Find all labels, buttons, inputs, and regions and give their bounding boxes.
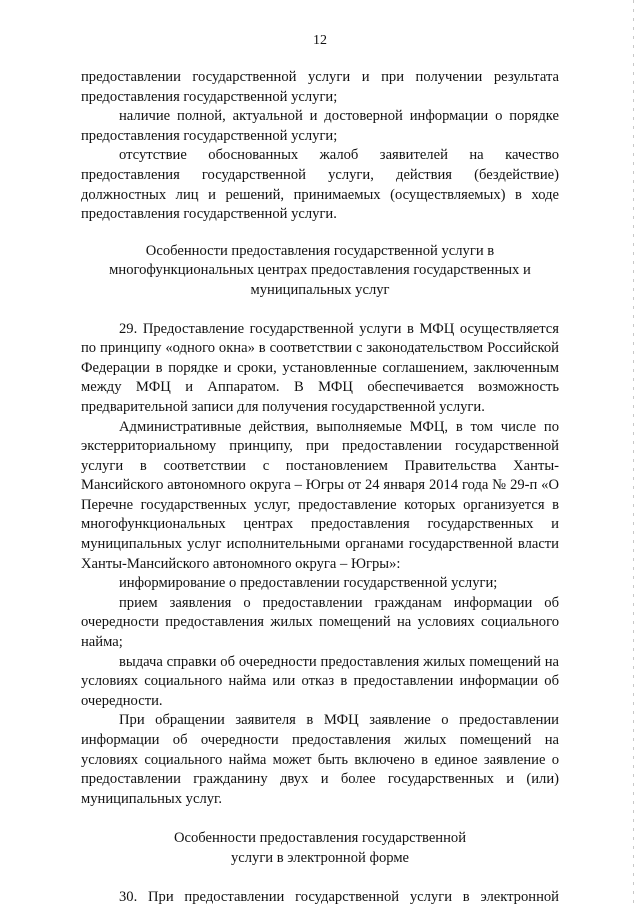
paragraph-continued: предоставлении государственной услуги и при получении результата предоставления государственной услуги; <box>81 69 559 105</box>
paragraph-certificate-issue: выдача справки об очередности предоставления жилых помещений на условиях социального найма или отказ в предоставлении информации об очередности. <box>81 653 559 709</box>
paragraph-unified-application: При обращении заявителя в МФЦ заявление о предоставлении информации об очередности предоставления жилых помещений на условиях социального найма может быть включено в единое заявление о предоставлении гражданину двух и более государственных и (или) муниципальных услуг. <box>81 712 559 807</box>
section-heading-electronic: Особенности предоставления государственной услуги в электронной форме <box>173 830 467 866</box>
scan-edge <box>633 0 634 905</box>
document-body <box>81 68 559 907</box>
paragraph-informing: информирование о предоставлении государственной услуги; <box>119 575 498 592</box>
page-number: 12 <box>313 33 327 48</box>
paragraph-30: 30. При предоставлении государственной услуги в электронной <box>119 888 559 905</box>
paragraph-application-intake: прием заявления о предоставлении гражданам информации об очередности предоставления жилых помещений на условиях социального найма; <box>81 594 559 651</box>
section-heading-mfc: Особенности предоставления государственной услуги в многофункциональных центрах предоставления государственных и муниципальных услуг <box>109 242 531 298</box>
paragraph-29: 29. Предоставление государственной услуги в МФЦ осуществляется по принципу «одного окна» в соответствии с законодательством Российской Федерации в порядке и сроки, установленные соглашением, заключенным между МФЦ и Аппаратом. В МФЦ обеспечивается возможность предварительной записи для получения государственной услуги. <box>81 320 559 415</box>
paragraph-info-completeness: наличие полной, актуальной и достоверной информации о порядке предоставления государственной услуги; <box>81 108 559 144</box>
paragraph-no-complaints: отсутствие обоснованных жалоб заявителей на качество предоставления государственной услуги, действия (бездействие) должностных лиц и решений, принимаемых (осуществляемых) в ходе предоставления государственной услуги. <box>81 147 559 223</box>
paragraph-admin-actions: Административные действия, выполняемые МФЦ, в том числе по экстерриториальному принципу, при предоставлении государственной услуги в соответствии с постановлением Правительства Ханты-Мансийского автономного округа – Югры от 24 января 2014 года № 29-п «О Перечне государственных услуг, предоставление которых организуется в многофункциональных центрах предоставления государственных и муниципальных услуг исполнительными органами государственной власти Ханты-Мансийского автономного округа – Югры»: <box>81 418 559 572</box>
